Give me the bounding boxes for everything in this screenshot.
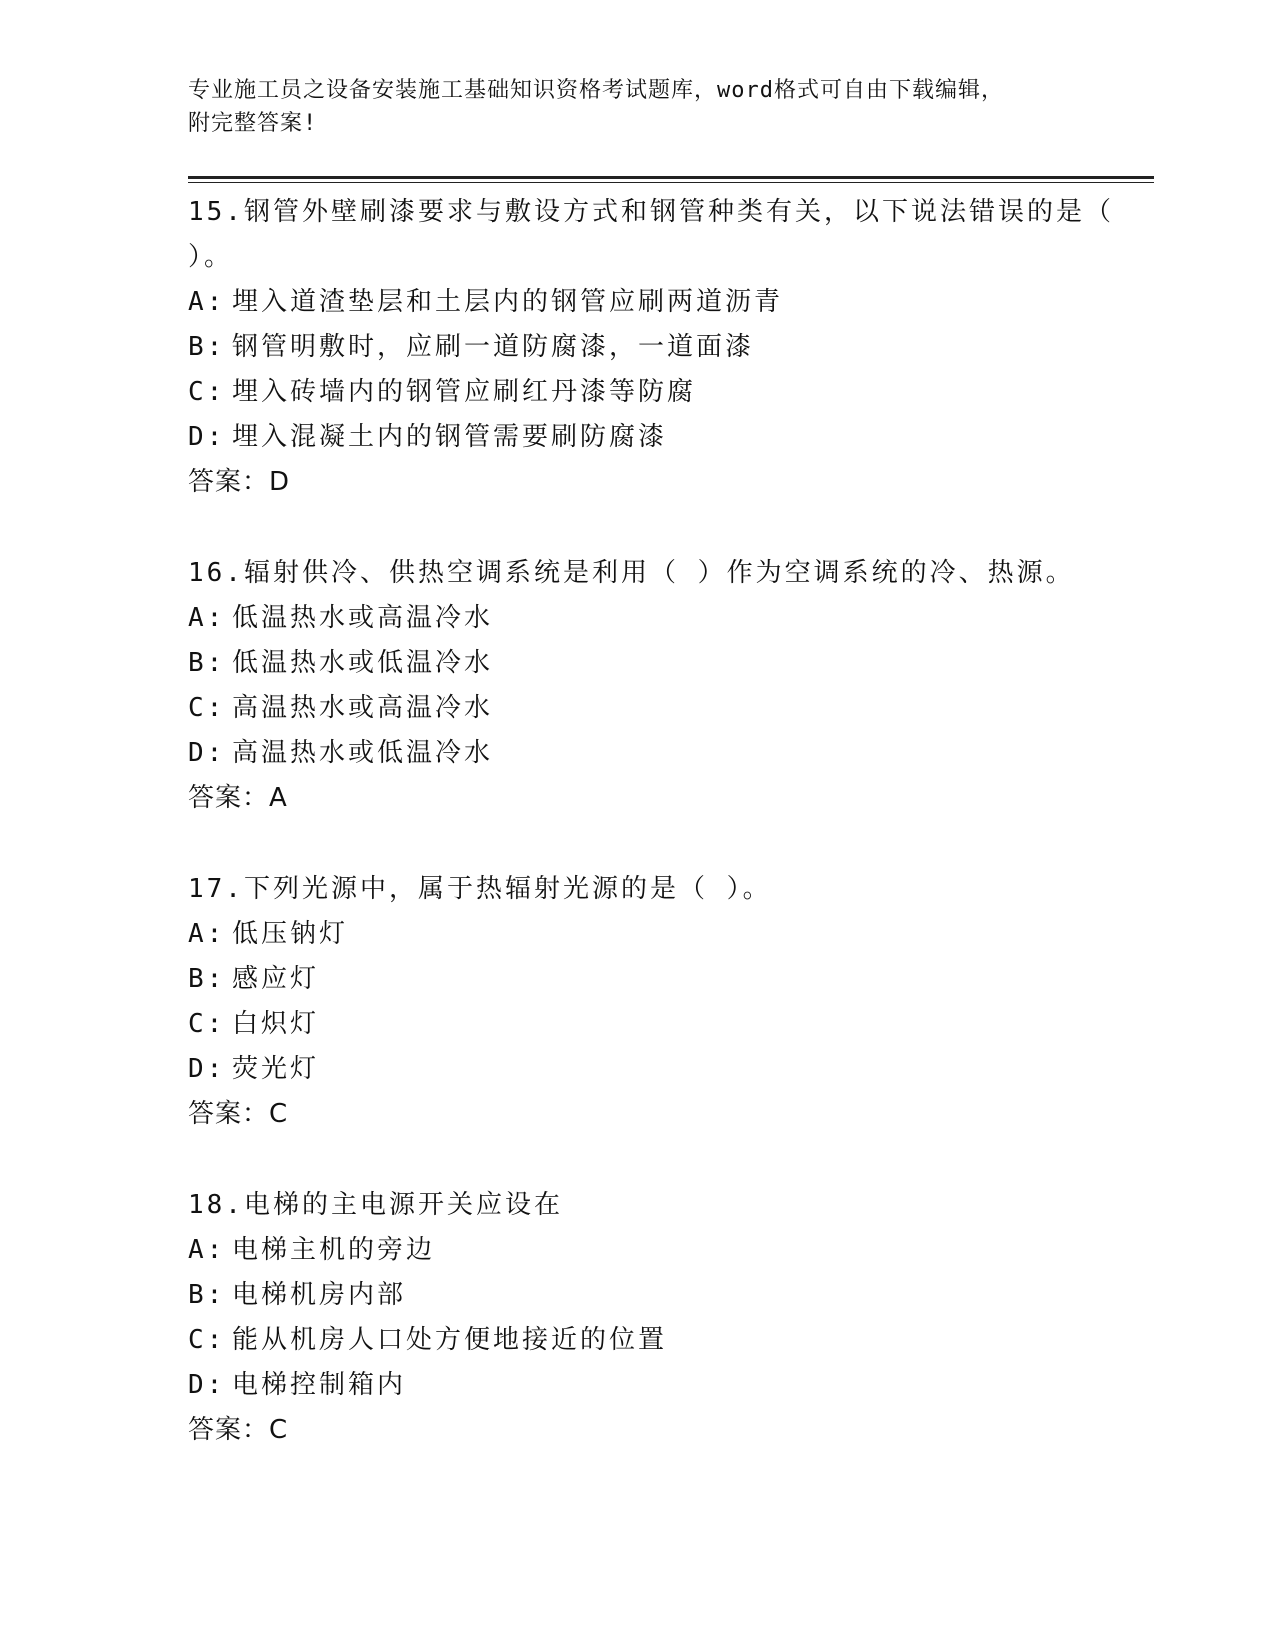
answer-line: 答案：A [188,783,288,813]
question-16 [188,551,1154,821]
option-letter: B: [188,964,226,994]
answer-line: 答案：D [188,467,291,497]
option-letter: B: [188,1280,226,1310]
option-text: 低压钠灯 [232,919,349,949]
option-c [188,1002,1154,1047]
option-letter: A: [188,919,226,949]
option-text: 埋入混凝土内的钢管需要刷防腐漆 [232,422,668,452]
option-d [188,1047,1154,1092]
option-a [188,596,1154,641]
option-letter: C: [188,377,226,407]
header-line-1: 专业施工员之设备安装施工基础知识资格考试题库，word格式可自由下载编辑， [188,78,1004,103]
option-d [188,1363,1154,1408]
option-letter: D: [188,1370,226,1400]
option-b [188,1273,1154,1318]
question-15 [188,190,1154,505]
option-letter: B: [188,332,226,362]
question-stem: 16.辐射供冷、供热空调系统是利用（ ）作为空调系统的冷、热源。 [188,558,1075,588]
option-b [188,325,1154,370]
option-letter: A: [188,1235,226,1265]
option-c [188,686,1154,731]
option-text: 高温热水或低温冷水 [232,738,494,768]
option-letter: A: [188,287,226,317]
option-a [188,1228,1154,1273]
document-header [188,74,1088,140]
option-text: 钢管明敷时，应刷一道防腐漆，一道面漆 [232,332,755,362]
question-stem: 15.钢管外壁刷漆要求与敷设方式和钢管种类有关，以下说法错误的是（ ）。 [188,197,1114,272]
option-letter: C: [188,1325,226,1355]
question-list [188,190,1154,1499]
option-letter: A: [188,603,226,633]
question-stem: 18.电梯的主电源开关应设在 [188,1190,563,1220]
option-text: 白炽灯 [232,1009,320,1039]
option-a [188,912,1154,957]
option-c [188,1318,1154,1363]
option-text: 高温热水或高温冷水 [232,693,494,723]
option-d [188,415,1154,460]
option-b [188,957,1154,1002]
option-letter: B: [188,648,226,678]
question-17 [188,867,1154,1137]
option-d [188,731,1154,776]
option-text: 电梯控制箱内 [232,1370,407,1400]
option-text: 荧光灯 [232,1054,320,1084]
option-text: 埋入道渣垫层和土层内的钢管应刷两道沥青 [232,287,784,317]
option-text: 感应灯 [232,964,320,994]
answer-line: 答案：C [188,1099,289,1129]
option-text: 能从机房人口处方便地接近的位置 [232,1325,668,1355]
option-b [188,641,1154,686]
option-text: 低温热水或低温冷水 [232,648,494,678]
option-text: 埋入砖墙内的钢管应刷红丹漆等防腐 [232,377,697,407]
option-c [188,370,1154,415]
option-text: 电梯主机的旁边 [232,1235,436,1265]
header-line-2: 附完整答案! [188,111,318,136]
option-text: 电梯机房内部 [232,1280,407,1310]
answer-line: 答案：C [188,1415,289,1445]
option-letter: D: [188,422,226,452]
question-stem: 17.下列光源中，属于热辐射光源的是（ ）。 [188,874,772,904]
option-a [188,280,1154,325]
header-divider-thin [188,182,1154,183]
option-letter: C: [188,693,226,723]
option-letter: C: [188,1009,226,1039]
option-text: 低温热水或高温冷水 [232,603,494,633]
header-divider-thick [188,176,1154,179]
option-letter: D: [188,738,226,768]
option-letter: D: [188,1054,226,1084]
question-18 [188,1183,1154,1453]
